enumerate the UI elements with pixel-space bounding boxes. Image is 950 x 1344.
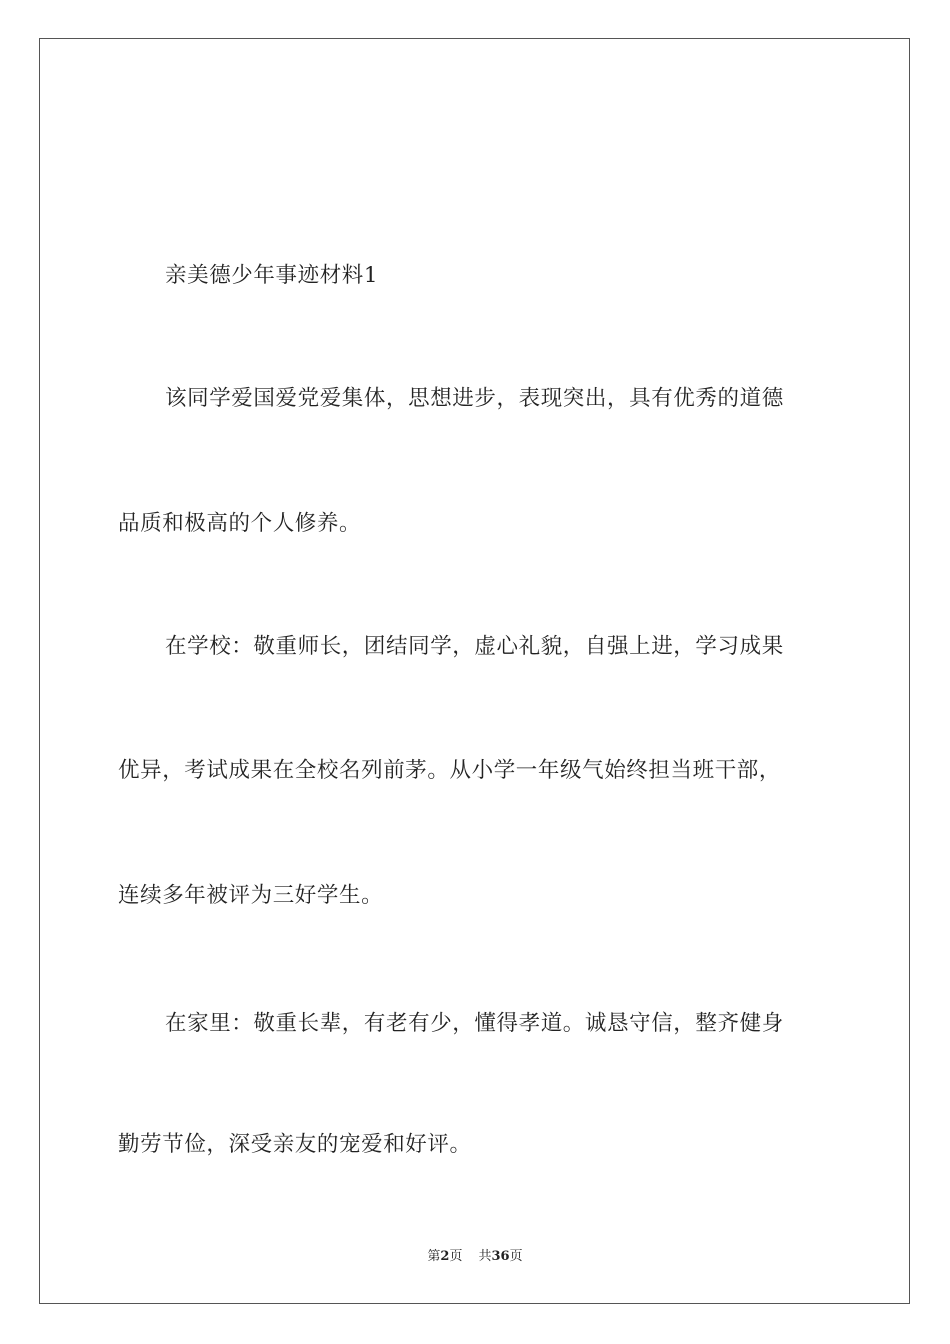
page-border bbox=[39, 38, 910, 1304]
paragraph-3-line-1: 在家里：敬重长辈，有老有少，懂得孝道。诚恳守信，整齐健身 bbox=[165, 1011, 784, 1036]
paragraph-3-line-2: 勤劳节俭，深受亲友的宠爱和好评。 bbox=[118, 1132, 472, 1157]
paragraph-2-line-2: 优异，考试成果在全校名列前茅。从小学一年级气始终担当班干部， bbox=[118, 758, 782, 783]
footer-total-suffix: 页 bbox=[509, 1249, 523, 1264]
paragraph-1-line-1: 该同学爱国爱党爱集体，思想进步，表现突出，具有优秀的道德 bbox=[165, 386, 784, 411]
paragraph-2-line-1: 在学校：敬重师长，团结同学，虚心礼貌，自强上进，学习成果 bbox=[165, 634, 784, 659]
footer-page-number: 2 bbox=[440, 1249, 450, 1264]
paragraph-2-line-3: 连续多年被评为三好学生。 bbox=[118, 883, 384, 908]
footer-page-prefix: 第 bbox=[427, 1249, 441, 1264]
footer-total-prefix: 共 bbox=[478, 1249, 492, 1264]
page-footer bbox=[0, 1248, 950, 1266]
footer-page-suffix: 页 bbox=[449, 1249, 463, 1264]
footer-total-pages: 36 bbox=[491, 1249, 510, 1264]
document-title: 亲美德少年事迹材料1 bbox=[165, 263, 379, 288]
paragraph-1-line-2: 品质和极高的个人修养。 bbox=[118, 511, 362, 536]
